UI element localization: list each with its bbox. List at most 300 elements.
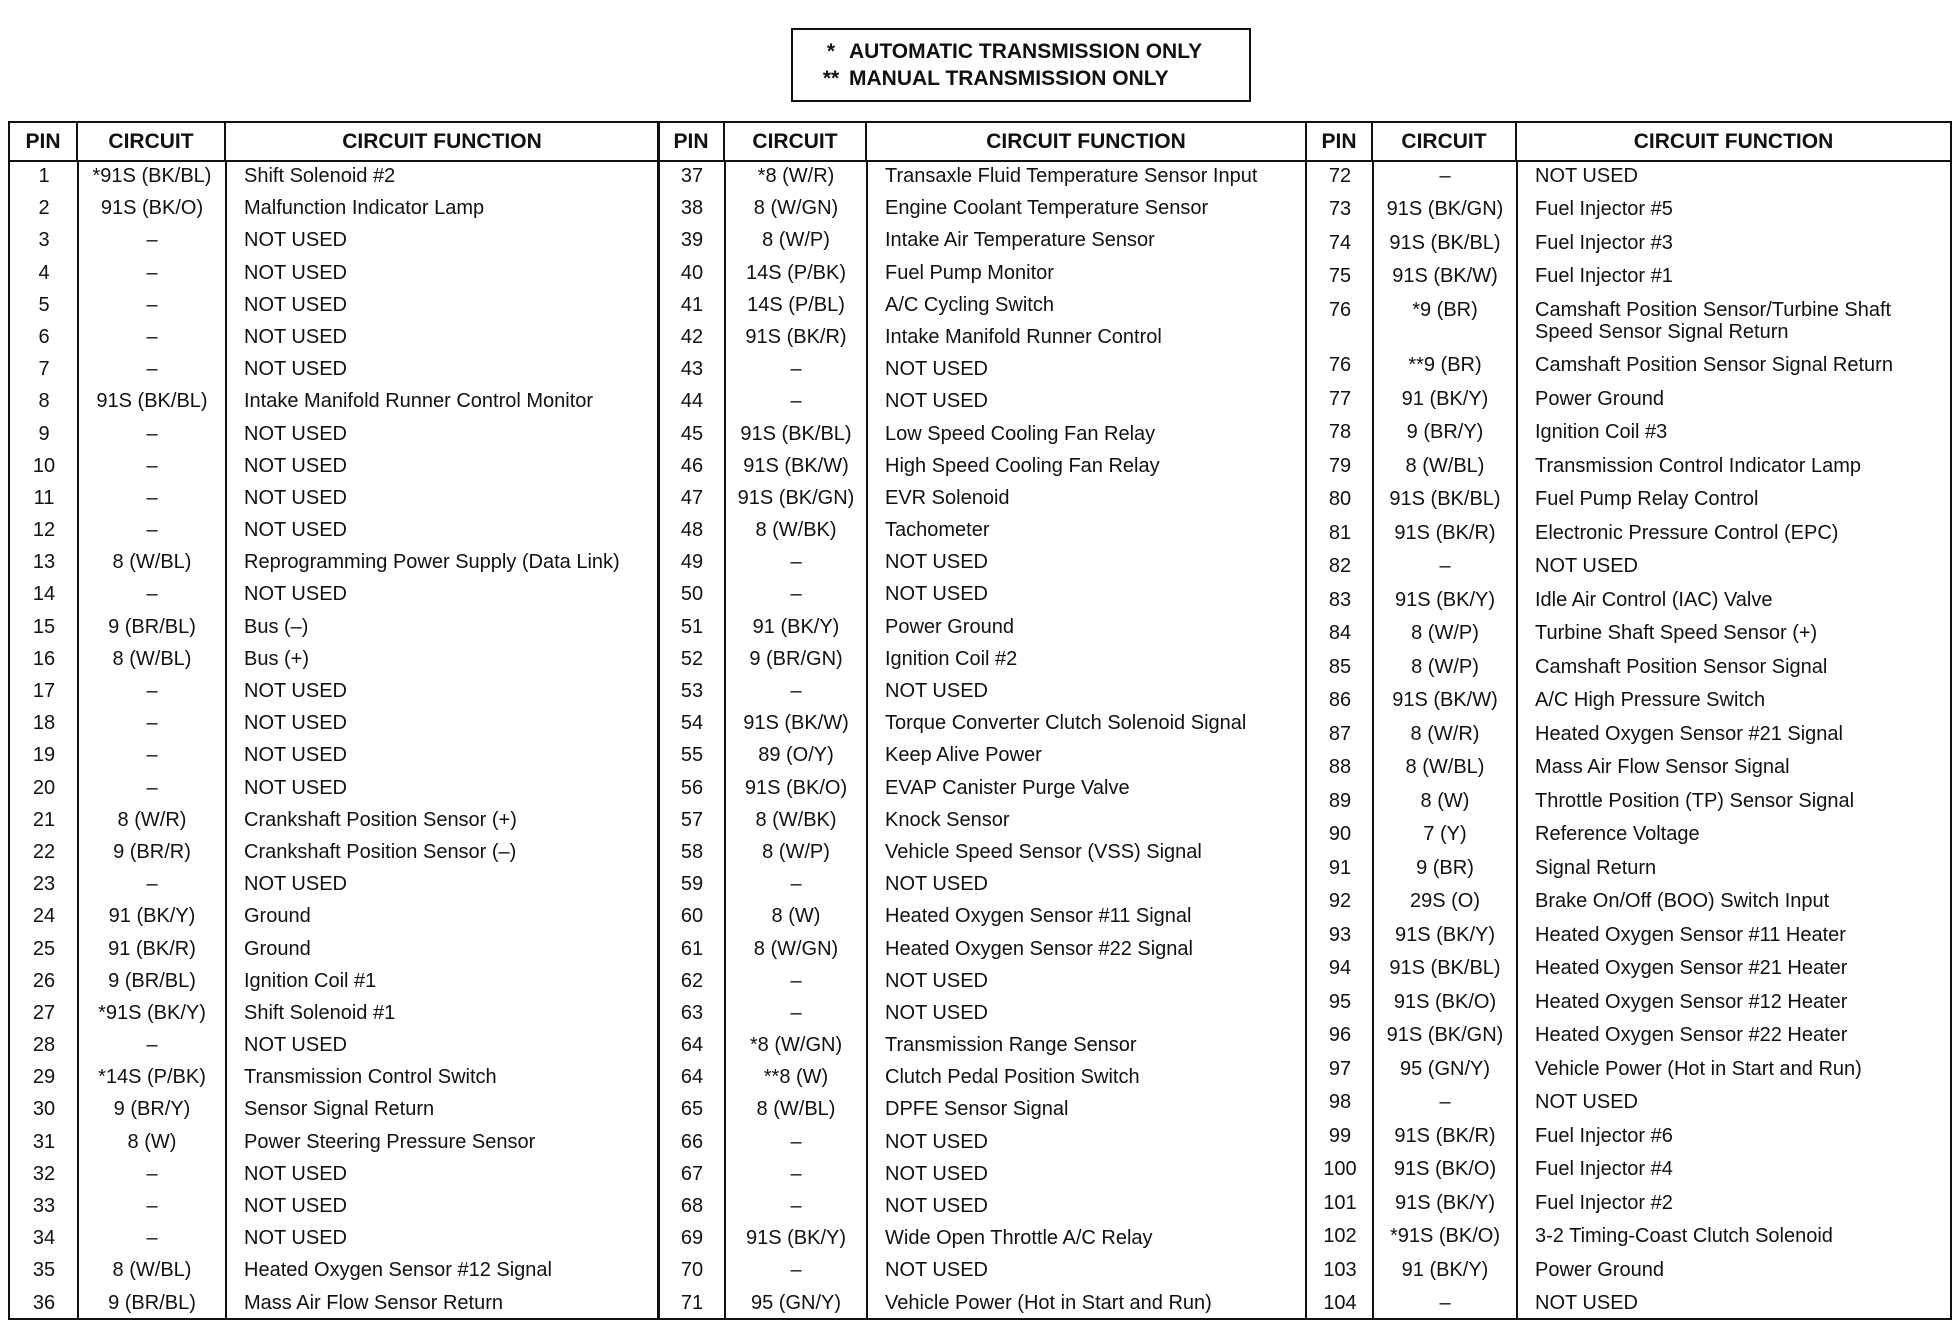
circuit-function: Idle Air Control (IAC) Valve [1535, 588, 1773, 611]
table-row [1307, 1058, 1950, 1080]
pin-number: 41 [680, 293, 704, 316]
table-row [659, 873, 1305, 895]
circuit-function: Heated Oxygen Sensor #12 Heater [1535, 990, 1848, 1013]
table-rows [1307, 165, 1950, 1318]
circuit-function: Heated Oxygen Sensor #12 Signal [244, 1259, 552, 1282]
pin-number: 34 [32, 1227, 56, 1250]
circuit-code: – [146, 1195, 158, 1217]
table-row [10, 390, 658, 412]
pin-number: 83 [1328, 588, 1352, 611]
pin-number: 69 [680, 1227, 704, 1250]
circuit-code: – [790, 390, 802, 413]
pin-number: 103 [1323, 1258, 1357, 1281]
pin-number: 96 [1328, 1024, 1352, 1047]
table-row [659, 1292, 1305, 1314]
circuit-function: Wide Open Throttle A/C Relay [885, 1227, 1153, 1250]
table-row [1307, 656, 1950, 678]
table-row [10, 583, 658, 605]
pin-number: 37 [680, 165, 704, 187]
circuit-code: 91S (BK/O) [100, 197, 204, 220]
pin-number: 4 [38, 261, 50, 284]
table-row [659, 744, 1305, 766]
circuit-function: NOT USED [885, 1001, 988, 1024]
table-row [659, 1163, 1305, 1185]
circuit-code: 95 (GN/Y) [1399, 1057, 1491, 1080]
circuit-code: 91S (BK/BL) [1389, 488, 1501, 511]
pin-number: 15 [32, 615, 56, 638]
circuit-code: – [790, 1162, 802, 1185]
table-row [1307, 1125, 1950, 1147]
table-row [10, 1066, 658, 1088]
pin-number: 53 [680, 680, 704, 702]
circuit-code: 8 (W) [1420, 789, 1470, 812]
circuit-code: 91S (BK/R) [1394, 521, 1496, 544]
table-row [10, 294, 658, 316]
circuit-function: Fuel Pump Monitor [885, 261, 1054, 284]
circuit-code: 91S (BK/W) [1392, 689, 1498, 712]
circuit-function: Power Ground [1535, 387, 1664, 410]
table-row [1307, 555, 1950, 577]
pin-number: 62 [680, 969, 704, 992]
table-row [10, 648, 658, 670]
circuit-code: 91S (BK/W) [743, 454, 849, 477]
circuit-code: 91S (BK/Y) [745, 1227, 847, 1250]
pin-number: 48 [680, 519, 704, 542]
circuit-function: Torque Converter Clutch Solenoid Signal [885, 712, 1247, 735]
circuit-code: 9 (BR/BL) [108, 1291, 196, 1314]
circuit-function: NOT USED [244, 422, 347, 445]
circuit-function: Ground [244, 937, 311, 960]
table-row [659, 1131, 1305, 1153]
circuit-code: – [790, 680, 802, 702]
circuit-code: – [146, 1227, 158, 1250]
table-row [659, 1098, 1305, 1120]
circuit-code: – [790, 873, 802, 896]
table-row [10, 487, 658, 509]
circuit-code: 8 (W) [127, 1130, 177, 1153]
table-row [659, 326, 1305, 348]
pin-number: 32 [32, 1162, 56, 1185]
table-row [1307, 823, 1950, 845]
pin-number: 17 [32, 680, 56, 702]
pin-number: 57 [680, 808, 704, 831]
table-row [1307, 689, 1950, 711]
pin-number: 58 [680, 840, 704, 863]
circuit-code: 8 (W/R) [117, 808, 187, 831]
table-row [10, 1131, 658, 1153]
circuit-code: 8 (W/BK) [755, 519, 837, 542]
legend-manual-text: MANUAL TRANSMISSION ONLY [849, 67, 1169, 90]
pin-number: 42 [680, 325, 704, 348]
circuit-function: NOT USED [244, 358, 347, 381]
pin-number: 104 [1323, 1291, 1357, 1314]
pin-number: 1 [38, 165, 50, 187]
circuit-function: Reprogramming Power Supply (Data Link) [244, 551, 620, 574]
circuit-code: 8 (W/P) [762, 840, 830, 863]
table-row [1307, 388, 1950, 410]
pin-number: 21 [32, 808, 56, 831]
circuit-function-header: CIRCUIT FUNCTION [1633, 129, 1834, 153]
pin-number: 3 [38, 229, 50, 252]
circuit-function: Crankshaft Position Sensor (–) [244, 840, 517, 863]
circuit-code: 91 (BK/R) [108, 937, 196, 960]
pin-number: 97 [1328, 1057, 1352, 1080]
table-row [10, 229, 658, 251]
pin-number: 50 [680, 583, 704, 606]
pin-number: 64 [680, 1066, 704, 1089]
pin-number: 64 [680, 1034, 704, 1057]
table-row [659, 294, 1305, 316]
circuit-function: Fuel Injector #3 [1535, 231, 1673, 254]
circuit-function: NOT USED [885, 551, 988, 574]
circuit-function: NOT USED [244, 712, 347, 735]
pin-table-2 [657, 121, 1307, 1320]
pin-number: 95 [1328, 990, 1352, 1013]
circuit-code: 14S (P/BK) [745, 261, 847, 284]
table-row [1307, 1024, 1950, 1046]
circuit-code: 9 (BR/GN) [749, 647, 843, 670]
circuit-function: NOT USED [885, 358, 988, 381]
circuit-function: Heated Oxygen Sensor #21 Signal [1535, 722, 1843, 745]
table-row [659, 1227, 1305, 1249]
pin-number: 35 [32, 1259, 56, 1282]
table-row [1307, 354, 1950, 376]
table-row [10, 616, 658, 638]
circuit-code: 91S (BK/Y) [1394, 923, 1496, 946]
circuit-function: NOT USED [885, 873, 988, 896]
circuit-code: 91S (BK/R) [1394, 1124, 1496, 1147]
circuit-code: 91S (BK/W) [1392, 265, 1498, 288]
circuit-function: NOT USED [244, 519, 347, 542]
pin-number: 56 [680, 776, 704, 799]
circuit-code: 7 (Y) [1423, 823, 1467, 846]
circuit-function: A/C High Pressure Switch [1535, 689, 1766, 712]
circuit-function: Vehicle Power (Hot in Start and Run) [1535, 1057, 1862, 1080]
circuit-code: 8 (W/BL) [112, 551, 192, 574]
circuit-code: 91 (BK/Y) [1401, 387, 1489, 410]
circuit-code: – [146, 583, 158, 606]
table-header [1307, 123, 1950, 162]
table-row [659, 616, 1305, 638]
circuit-code: 91S (BK/GN) [1386, 198, 1504, 221]
pin-number: 94 [1328, 957, 1352, 980]
circuit-code: – [790, 358, 802, 381]
table-row [10, 873, 658, 895]
pin-header: PIN [10, 123, 78, 160]
pin-number: 18 [32, 712, 56, 735]
circuit-code: 14S (P/BL) [747, 293, 845, 316]
table-row [659, 358, 1305, 380]
circuit-function: Mass Air Flow Sensor Signal [1535, 756, 1790, 779]
pin-number: 2 [38, 197, 50, 220]
circuit-code: 91S (BK/BL) [1389, 957, 1501, 980]
circuit-function: NOT USED [244, 583, 347, 606]
circuit-code: 8 (W/BL) [1405, 454, 1485, 477]
pin-number: 100 [1323, 1158, 1357, 1181]
pin-number: 74 [1328, 231, 1352, 254]
circuit-function: Transaxle Fluid Temperature Sensor Input [885, 165, 1258, 187]
circuit-function: Knock Sensor [885, 808, 1010, 831]
circuit-function: NOT USED [885, 1162, 988, 1185]
circuit-function-header: CIRCUIT FUNCTION [342, 129, 542, 153]
circuit-function: Transmission Control Switch [244, 1066, 497, 1089]
circuit-function: NOT USED [244, 873, 347, 896]
pin-number: 13 [32, 551, 56, 574]
pin-number: 68 [680, 1195, 704, 1217]
circuit-function: NOT USED [244, 261, 347, 284]
circuit-function: Heated Oxygen Sensor #21 Heater [1535, 957, 1848, 980]
pin-number: 46 [680, 454, 704, 477]
table-row [1307, 265, 1950, 287]
table-row [10, 712, 658, 734]
circuit-function: NOT USED [885, 969, 988, 992]
circuit-code: 91S (BK/R) [745, 325, 847, 348]
circuit-function: Intake Air Temperature Sensor [885, 229, 1155, 252]
pin-number: 11 [33, 486, 55, 509]
pin-number: 43 [680, 358, 704, 381]
pin-number: 92 [1328, 890, 1352, 913]
pin-number: 84 [1328, 622, 1352, 645]
circuit-function: NOT USED [244, 486, 347, 509]
circuit-function: NOT USED [244, 229, 347, 252]
circuit-function: Crankshaft Position Sensor (+) [244, 808, 517, 831]
circuit-code: – [146, 454, 158, 477]
circuit-code: *8 (W/GN) [749, 1034, 843, 1057]
pin-number: 6 [38, 325, 50, 348]
circuit-function: Tachometer [885, 519, 990, 542]
pin-number: 81 [1328, 521, 1352, 544]
circuit-function: NOT USED [244, 325, 347, 348]
pin-number: 82 [1328, 555, 1352, 578]
pin-number: 66 [680, 1130, 704, 1153]
circuit-function: Camshaft Position Sensor/Turbine Shaft Speed Sensor Signal Return [1535, 298, 1892, 343]
circuit-function: Heated Oxygen Sensor #11 Heater [1535, 923, 1846, 946]
pin-number: 9 [38, 422, 50, 445]
circuit-function: NOT USED [244, 1195, 347, 1217]
circuit-function: Signal Return [1535, 856, 1657, 879]
circuit-code: 8 (W/P) [762, 229, 830, 252]
pin-number: 78 [1328, 421, 1352, 444]
circuit-code: 91S (BK/BL) [1389, 231, 1501, 254]
circuit-function: Transmission Range Sensor [885, 1034, 1137, 1057]
pin-number: 7 [38, 358, 50, 381]
pin-number: 33 [32, 1195, 56, 1217]
table-row [659, 487, 1305, 509]
circuit-function: Engine Coolant Temperature Sensor [885, 197, 1209, 220]
table-row [659, 262, 1305, 284]
circuit-function: NOT USED [1535, 1091, 1638, 1114]
table-row [1307, 1292, 1950, 1314]
circuit-code: 91 (BK/Y) [752, 615, 840, 638]
circuit-function: Intake Manifold Runner Control Monitor [244, 390, 594, 413]
circuit-code: – [146, 1162, 158, 1185]
circuit-function: Fuel Injector #6 [1535, 1124, 1673, 1147]
pin-number: 102 [1323, 1225, 1357, 1248]
circuit-code: 89 (O/Y) [758, 744, 834, 767]
table-row [10, 744, 658, 766]
circuit-code: *91S (BK/BL) [92, 165, 212, 187]
circuit-code: 29S (O) [1409, 890, 1481, 913]
table-rows [659, 165, 1305, 1318]
circuit-code: – [790, 1130, 802, 1153]
table-row [659, 390, 1305, 412]
table-row [1307, 723, 1950, 745]
circuit-code: – [146, 229, 158, 252]
circuit-code: 91S (BK/GN) [737, 486, 855, 509]
table-row [10, 841, 658, 863]
table-row [1307, 421, 1950, 443]
table-row [1307, 589, 1950, 611]
table-row [1307, 198, 1950, 220]
pin-header: PIN [659, 123, 725, 160]
table-row [659, 1002, 1305, 1024]
pin-number: 25 [32, 937, 56, 960]
table-row [1307, 991, 1950, 1013]
table-row [1307, 1259, 1950, 1281]
pin-number: 24 [32, 905, 56, 928]
circuit-function: Bus (+) [244, 647, 310, 670]
pin-number: 29 [32, 1066, 56, 1089]
circuit-function: Power Ground [885, 615, 1014, 638]
pin-table-3 [1305, 121, 1952, 1320]
circuit-function: Turbine Shaft Speed Sensor (+) [1535, 622, 1818, 645]
circuit-code: 91S (BK/O) [744, 776, 848, 799]
circuit-function: Electronic Pressure Control (EPC) [1535, 521, 1839, 544]
table-rows [10, 165, 658, 1318]
table-row [10, 970, 658, 992]
table-row [1307, 165, 1950, 187]
table-row [10, 197, 658, 219]
circuit-code: 9 (BR/Y) [113, 1098, 191, 1121]
circuit-code: **9 (BR) [1408, 354, 1482, 377]
circuit-code: 8 (W) [771, 905, 821, 928]
circuit-code: 8 (W/BL) [112, 647, 192, 670]
pin-number: 63 [680, 1001, 704, 1024]
table-row [1307, 790, 1950, 812]
circuit-function: Mass Air Flow Sensor Return [244, 1291, 503, 1314]
circuit-function: Low Speed Cooling Fan Relay [885, 422, 1156, 445]
pin-number: 27 [32, 1001, 56, 1024]
circuit-function: Brake On/Off (BOO) Switch Input [1535, 890, 1830, 913]
table-row [659, 970, 1305, 992]
circuit-function: Shift Solenoid #1 [244, 1001, 396, 1024]
circuit-function: NOT USED [885, 390, 988, 413]
circuit-code: – [1439, 555, 1451, 578]
table-row [10, 1163, 658, 1185]
pin-number: 40 [680, 261, 704, 284]
table-row [659, 229, 1305, 251]
pin-number: 72 [1328, 165, 1352, 187]
table-row [10, 358, 658, 380]
circuit-function: Heated Oxygen Sensor #11 Signal [885, 905, 1192, 928]
circuit-code: – [1439, 1091, 1451, 1114]
table-row [10, 680, 658, 702]
circuit-function: NOT USED [885, 583, 988, 606]
pin-number: 71 [680, 1291, 704, 1314]
circuit-code: 95 (GN/Y) [750, 1291, 842, 1314]
table-row [10, 262, 658, 284]
circuit-code: 8 (W/P) [1411, 622, 1479, 645]
circuit-code: 8 (W/P) [1411, 655, 1479, 678]
table-row [659, 423, 1305, 445]
circuit-code: 8 (W/BL) [112, 1259, 192, 1282]
pin-number: 98 [1328, 1091, 1352, 1114]
pin-number: 101 [1323, 1191, 1357, 1214]
circuit-function: NOT USED [244, 454, 347, 477]
pin-number: 73 [1328, 198, 1352, 221]
table-row [10, 326, 658, 348]
circuit-function: A/C Cycling Switch [885, 293, 1054, 316]
circuit-code: *91S (BK/O) [1389, 1225, 1501, 1248]
table-row [659, 905, 1305, 927]
circuit-function: NOT USED [244, 1034, 347, 1057]
circuit-code: 8 (W/BL) [756, 1098, 836, 1121]
circuit-function: NOT USED [1535, 165, 1638, 187]
circuit-code: 91 (BK/Y) [1401, 1258, 1489, 1281]
table-row [1307, 488, 1950, 510]
circuit-code: 9 (BR) [1416, 856, 1474, 879]
circuit-code: – [790, 1001, 802, 1024]
table-row [10, 1002, 658, 1024]
circuit-code: 91S (BK/BL) [740, 422, 852, 445]
legend-manual-symbol: ** [822, 67, 840, 90]
table-row [10, 1034, 658, 1056]
circuit-code: **8 (W) [763, 1066, 829, 1089]
circuit-function: Power Ground [1535, 1258, 1664, 1281]
table-row [1307, 756, 1950, 778]
circuit-code: – [146, 325, 158, 348]
circuit-code: 9 (BR/BL) [108, 615, 196, 638]
table-row [1307, 924, 1950, 946]
circuit-code: 8 (W/GN) [753, 197, 839, 220]
pin-number: 10 [32, 454, 56, 477]
table-row [10, 455, 658, 477]
circuit-code: – [146, 1034, 158, 1057]
pin-number: 8 [38, 390, 50, 413]
table-row [10, 1195, 658, 1217]
table-body [10, 162, 658, 1318]
pin-number: 12 [32, 519, 56, 542]
table-row [1307, 622, 1950, 644]
table-row [1307, 299, 1950, 343]
circuit-code: *9 (BR) [1412, 298, 1478, 321]
circuit-code: 8 (W/BK) [755, 808, 837, 831]
table-row [10, 809, 658, 831]
table-row [10, 1292, 658, 1314]
circuit-function: Ground [244, 905, 311, 928]
table-row [659, 777, 1305, 799]
circuit-function: Vehicle Speed Sensor (VSS) Signal [885, 840, 1202, 863]
circuit-code: 9 (BR/BL) [108, 969, 196, 992]
circuit-code: 91S (BK/Y) [1394, 1191, 1496, 1214]
table-row [659, 197, 1305, 219]
circuit-header: CIRCUIT [78, 123, 226, 160]
circuit-function: Ignition Coil #2 [885, 647, 1018, 670]
pin-number: 61 [680, 937, 704, 960]
table-row [1307, 522, 1950, 544]
pin-number: 39 [680, 229, 704, 252]
circuit-code: – [790, 1195, 802, 1217]
circuit-code: 91S (BK/GN) [1386, 1024, 1504, 1047]
pin-number: 49 [680, 551, 704, 574]
table-row [659, 165, 1305, 187]
table-row [1307, 890, 1950, 912]
table-row [659, 1066, 1305, 1088]
pin-number: 38 [680, 197, 704, 220]
circuit-function: DPFE Sensor Signal [885, 1098, 1069, 1121]
table-row [659, 809, 1305, 831]
circuit-code: – [146, 519, 158, 542]
